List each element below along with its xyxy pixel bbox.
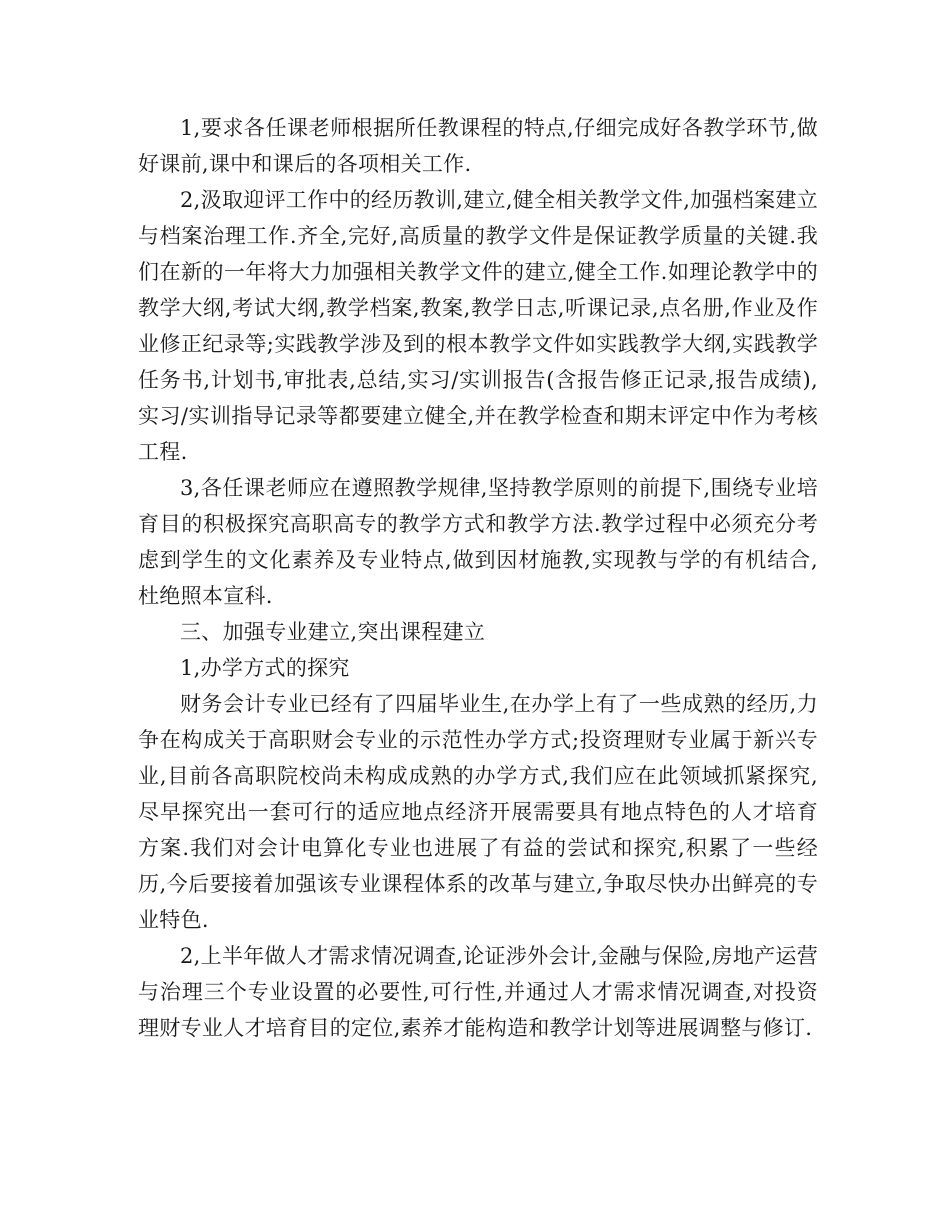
subsection-heading-1: 1,办学方式的探究 — [180, 656, 350, 680]
document-body — [138, 110, 818, 1046]
paragraph-item-2-survey: 2,上半年做人才需求情况调查,论证涉外会计,金融与保险,房地产运营与治理三个专业设置的必要性,可行性,并通过人才需求情况调查,对投资理财专业人才培育目的定位,素养才能构造和教学计划等进展调整与修订. — [138, 944, 818, 1040]
paragraph-finance-major: 财务会计专业已经有了四届毕业生,在办学上有了一些成熟的经历,力争在构成关于高职财会专业的示范性办学方式;投资理财专业属于新兴专业,目前各高职院校尚未构成成熟的办学方式,我们应在此领域抓紧探究,尽早探究出一套可行的适应地点经济开展需要具有地点特色的人才培育方案.我们对会计电算化专业也进展了有益的尝试和探究,积累了一些经历,今后要接着加强该专业课程体系的改革与建立,争取尽快办出鲜亮的专业特色. — [138, 692, 818, 932]
paragraph-item-2: 2,汲取迎评工作中的经历教训,建立,健全相关教学文件,加强档案建立与档案治理工作.齐全,完好,高质量的教学文件是保证教学质量的关键.我们在新的一年将大力加强相关教学文件的建立,健全工作.如理论教学中的教学大纲,考试大纲,教学档案,教案,教学日志,听课记录,点名册,作业及作业修正纪录等;实践教学涉及到的根本教学文件如实践教学大纲,实践教学任务书,计划书,审批表,总结,实习/实训报告(含报告修正记录,报告成绩),实习/实训指导记录等都要建立健全,并在教学检查和期末评定中作为考核工程. — [138, 188, 818, 464]
section-heading-3: 三、加强专业建立,突出课程建立 — [180, 620, 486, 644]
paragraph-item-3: 3,各任课老师应在遵照教学规律,坚持教学原则的前提下,围绕专业培育目的积极探究高职高专的教学方式和教学方法.教学过程中必须充分考虑到学生的文化素养及专业特点,做到因材施教,实现教与学的有机结合,杜绝照本宣科. — [138, 476, 818, 608]
paragraph-item-1: 1,要求各任课老师根据所任教课程的特点,仔细完成好各教学环节,做好课前,课中和课后的各项相关工作. — [138, 116, 818, 176]
